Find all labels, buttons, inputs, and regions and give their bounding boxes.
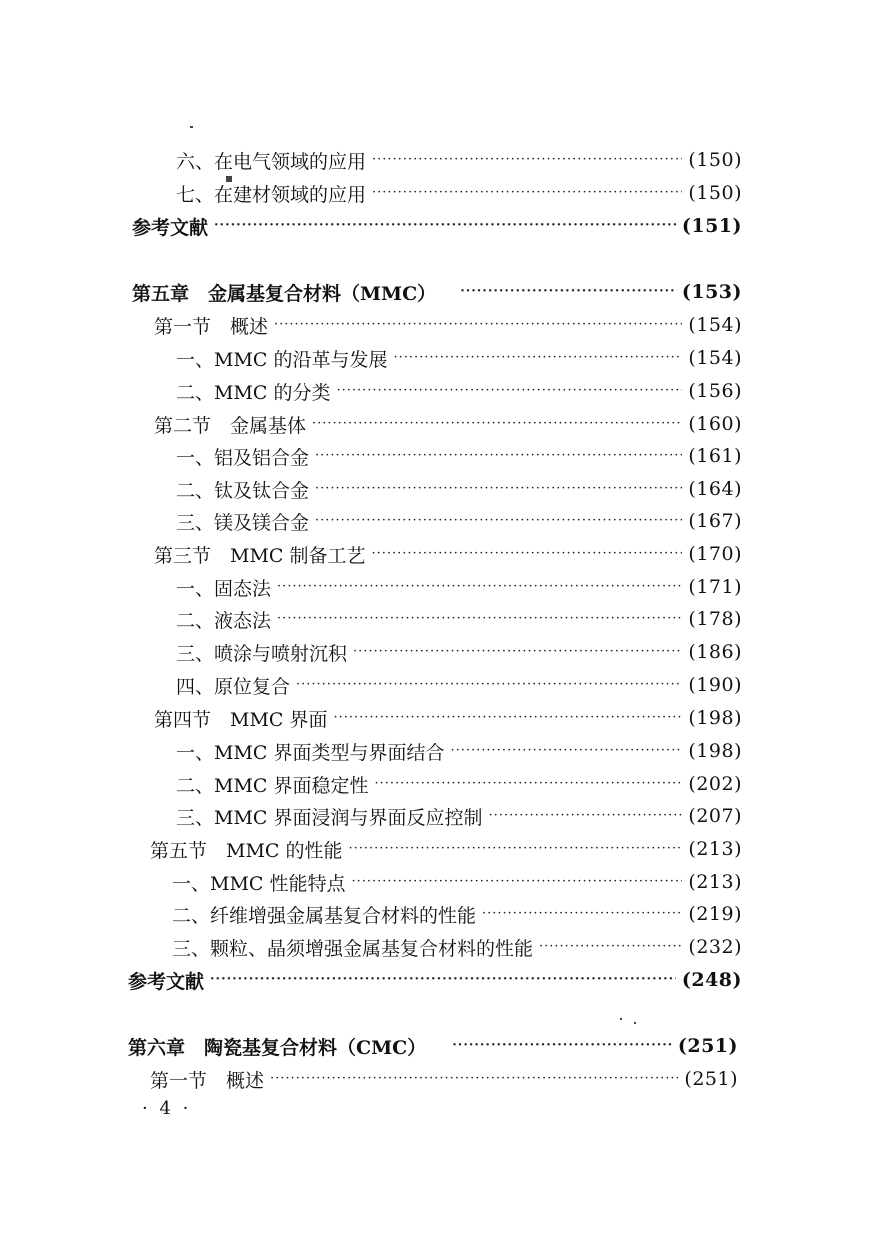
toc-entry <box>172 867 742 897</box>
toc-page-number: (154) <box>688 347 742 369</box>
toc-page-number: (153) <box>681 281 742 303</box>
toc-entry-title: 第六章 陶瓷基复合材料（CMC） <box>128 1036 427 1059</box>
leader-dots <box>349 834 683 864</box>
toc-page-number: (167) <box>688 510 742 532</box>
toc-entry-title: 三、MMC 界面浸润与界面反应控制 <box>176 806 483 829</box>
leader-dots <box>312 409 682 439</box>
leader-dots <box>372 145 682 175</box>
toc-section <box>154 310 742 340</box>
toc-entry-title: 四、原位复合 <box>176 675 291 698</box>
toc-entry-title: 三、镁及镁合金 <box>176 511 310 534</box>
toc-entry-title: 参考文献 <box>132 216 209 239</box>
toc-page-number: (213) <box>688 838 742 860</box>
toc-entry-title: 第五节 MMC 的性能 <box>150 839 343 862</box>
toc-section <box>150 834 742 864</box>
toc-page-number: (164) <box>688 478 742 500</box>
toc-entry <box>176 736 742 766</box>
toc-entry-references <box>128 965 742 995</box>
toc-section <box>154 703 742 733</box>
leader-dots <box>334 703 683 733</box>
toc-entry-title: 三、喷涂与喷射沉积 <box>176 642 348 665</box>
toc-entry-title: 第一节 概述 <box>150 1069 265 1092</box>
leader-dots <box>274 310 682 340</box>
toc-page-number: (207) <box>688 805 742 827</box>
leader-dots <box>372 539 683 569</box>
toc-entry-title: 参考文献 <box>128 970 205 993</box>
leader-dots <box>452 1031 672 1061</box>
leader-dots <box>270 1064 678 1094</box>
toc-entry <box>176 376 742 406</box>
toc-entry-title: 一、MMC 的沿革与发展 <box>176 348 388 371</box>
leader-dots <box>277 604 682 634</box>
toc-page-number: (190) <box>688 674 742 696</box>
toc-page-number: (251) <box>677 1035 738 1057</box>
toc-entry-title: 一、铝及铝合金 <box>176 446 310 469</box>
leader-dots <box>277 572 682 602</box>
toc-entry <box>176 670 742 700</box>
toc-entry <box>176 178 742 208</box>
toc-entry-title: 第四节 MMC 界面 <box>154 708 328 731</box>
toc-entry-title: 第一节 概述 <box>154 315 269 338</box>
toc-page-number: (150) <box>688 149 742 171</box>
toc-page-number: (202) <box>688 773 742 795</box>
toc-entry-references <box>132 211 742 241</box>
toc-page-number: (151) <box>681 215 742 237</box>
leader-dots <box>315 441 682 471</box>
toc-page-number: (161) <box>688 445 742 467</box>
leader-dots <box>353 637 682 667</box>
toc-entry-title: 一、固态法 <box>176 577 272 600</box>
toc-page-number: (219) <box>688 903 742 925</box>
toc-entry-title: 第二节 金属基体 <box>154 414 307 437</box>
scan-speck <box>634 1022 636 1024</box>
toc-section <box>154 539 742 569</box>
toc-entry <box>176 801 742 831</box>
toc-entry-title: 二、钛及钛合金 <box>176 479 310 502</box>
toc-page-number: (248) <box>681 969 742 991</box>
toc-page-number: (198) <box>688 707 742 729</box>
leader-dots <box>482 899 682 929</box>
toc-chapter <box>128 1031 738 1061</box>
toc-entry <box>176 145 742 175</box>
toc-entry <box>176 343 742 373</box>
leader-dots <box>210 965 676 995</box>
toc-entry <box>176 474 742 504</box>
toc-page-number: (213) <box>688 871 742 893</box>
scan-speck <box>226 176 232 182</box>
toc-page-number: (251) <box>684 1068 738 1090</box>
toc-page-number: (232) <box>688 936 742 958</box>
toc-entry <box>176 604 742 634</box>
leader-dots <box>539 932 682 962</box>
leader-dots <box>372 178 682 208</box>
toc-entry <box>172 899 742 929</box>
toc-entry-title: 二、MMC 的分类 <box>176 381 331 404</box>
leader-dots <box>489 801 683 831</box>
toc-entry-title: 三、颗粒、晶须增强金属基复合材料的性能 <box>172 937 534 960</box>
toc-page-number: (150) <box>688 182 742 204</box>
toc-entry-title: 二、液态法 <box>176 609 272 632</box>
toc-entry-title: 六、在电气领域的应用 <box>176 150 367 173</box>
leader-dots <box>352 867 683 897</box>
leader-dots <box>315 506 682 536</box>
toc-page-number: (186) <box>688 641 742 663</box>
toc-section <box>150 1064 738 1094</box>
toc-page-number: (178) <box>688 608 742 630</box>
toc-page-number: (154) <box>688 314 742 336</box>
leader-dots <box>315 474 682 504</box>
toc-entry <box>176 769 742 799</box>
scan-speck <box>190 126 193 128</box>
toc-entry <box>176 441 742 471</box>
toc-entry <box>172 932 742 962</box>
toc-chapter <box>132 277 742 307</box>
toc-entry <box>176 637 742 667</box>
leader-dots <box>337 376 683 406</box>
toc-entry-title: 七、在建材领域的应用 <box>176 183 367 206</box>
leader-dots <box>460 277 676 307</box>
toc-page-number: (160) <box>688 413 742 435</box>
scan-speck <box>620 1018 622 1020</box>
toc-entry-title: 第三节 MMC 制备工艺 <box>154 544 366 567</box>
toc-entry <box>176 506 742 536</box>
toc-entry-title: 第五章 金属基复合材料（MMC） <box>132 282 437 305</box>
page-number: · 4 · <box>142 1098 192 1119</box>
leader-dots <box>214 211 676 241</box>
leader-dots <box>394 343 683 373</box>
toc-section <box>154 409 742 439</box>
toc-page-number: (156) <box>688 380 742 402</box>
leader-dots <box>296 670 682 700</box>
leader-dots <box>375 769 683 799</box>
toc-page-number: (171) <box>688 576 742 598</box>
toc-entry-title: 一、MMC 界面类型与界面结合 <box>176 741 445 764</box>
toc-entry-title: 二、纤维增强金属基复合材料的性能 <box>172 904 477 927</box>
toc-page-number: (198) <box>688 740 742 762</box>
toc-entry-title: 一、MMC 性能特点 <box>172 872 346 895</box>
toc-page-number: (170) <box>688 543 742 565</box>
toc-entry <box>176 572 742 602</box>
leader-dots <box>451 736 683 766</box>
toc-entry-title: 二、MMC 界面稳定性 <box>176 774 369 797</box>
